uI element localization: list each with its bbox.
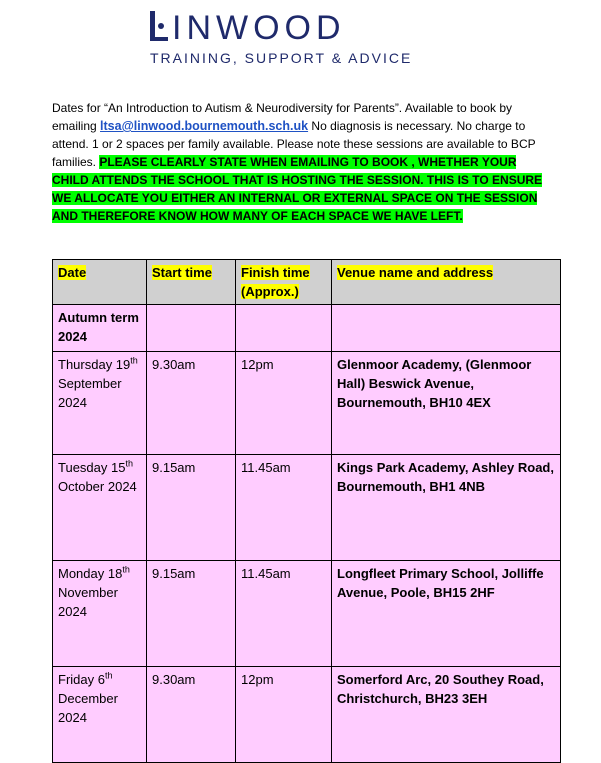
term-label: Autumn term 2024 [53,305,147,352]
date-day: Friday 6 [58,672,105,687]
intro-text-1: Dates for “An Introduction to Autism & Neurodiversity for Parents”. Available to book by emailing [52,101,513,133]
term-row [53,305,561,352]
date-day: Thursday 19 [58,357,131,372]
header-finish-note: (Approx.) [241,284,299,299]
table-row [53,667,561,763]
intro-paragraph [52,99,552,225]
header-date-label: Date [58,265,87,280]
intro-text-2: No diagnosis is necessary. No charge to attend. 1 or 2 spaces per family available. Please note these sessions are available to BCP families. [52,119,536,169]
header-finish-label: Finish time [241,265,310,280]
date-suffix: th [104,670,113,681]
header-venue [332,260,561,305]
empty-cell [147,305,236,352]
session-finish: 12pm [236,352,332,455]
date-month-year: November 2024 [58,585,118,619]
session-venue: Somerford Arc, 20 Southey Road, Christchurch, BH23 3EH [332,667,561,763]
header-start-time [147,260,236,305]
logo-wordmark [150,10,346,46]
session-start: 9.30am [147,352,236,455]
table-header-row [53,260,561,305]
table-row [53,561,561,667]
session-finish: 11.45am [236,561,332,667]
empty-cell [236,305,332,352]
header-venue-label: Venue name and address [337,265,494,280]
session-venue: Kings Park Academy, Ashley Road, Bournemouth, BH1 4NB [332,455,561,561]
linwood-logo [150,9,413,70]
session-date [53,561,147,667]
table-row [53,455,561,561]
date-day: Tuesday 15 [58,460,126,475]
session-finish: 11.45am [236,455,332,561]
sessions-table [52,259,561,763]
session-start: 9.15am [147,455,236,561]
session-venue: Glenmoor Academy, (Glenmoor Hall) Beswick Avenue, Bournemouth, BH10 4EX [332,352,561,455]
session-date [53,352,147,455]
session-finish: 12pm [236,667,332,763]
header-date [53,260,147,305]
session-date [53,667,147,763]
session-date [53,455,147,561]
session-start: 9.30am [147,667,236,763]
booking-email-link[interactable]: ltsa@linwood.bournemouth.sch.uk [100,119,309,133]
date-month-year: December 2024 [58,691,118,725]
logo-tagline: TRAINING, SUPPORT & ADVICE [150,50,413,66]
date-month-year: September 2024 [58,376,122,410]
date-suffix: th [122,564,130,575]
table-row [53,352,561,455]
date-suffix: th [125,458,133,469]
empty-cell [332,305,561,352]
header-finish-time [236,260,332,305]
date-month-year: October 2024 [58,479,137,494]
header-start-label: Start time [152,265,212,280]
session-venue: Longfleet Primary School, Jolliffe Avenue, Poole, BH15 2HF [332,561,561,667]
date-suffix: th [130,355,138,366]
logo-l-door-icon [150,11,168,41]
session-start: 9.15am [147,561,236,667]
booking-instructions-highlight: PLEASE CLEARLY STATE WHEN EMAILING TO BOOK , WHETHER YOUR CHILD ATTENDS THE SCHOOL THAT IS HOSTING THE SESSION. THIS IS TO ENSURE WE ALLOCATE YOU EITHER AN INTERNAL OR EXTERNAL SPACE ON THE SESSION AND THEREFORE KNOW HOW MANY OF EACH SPACE WE HAVE LEFT. [52,155,543,223]
logo-name-text: INWOOD [172,9,346,47]
date-day: Monday 18 [58,566,123,581]
